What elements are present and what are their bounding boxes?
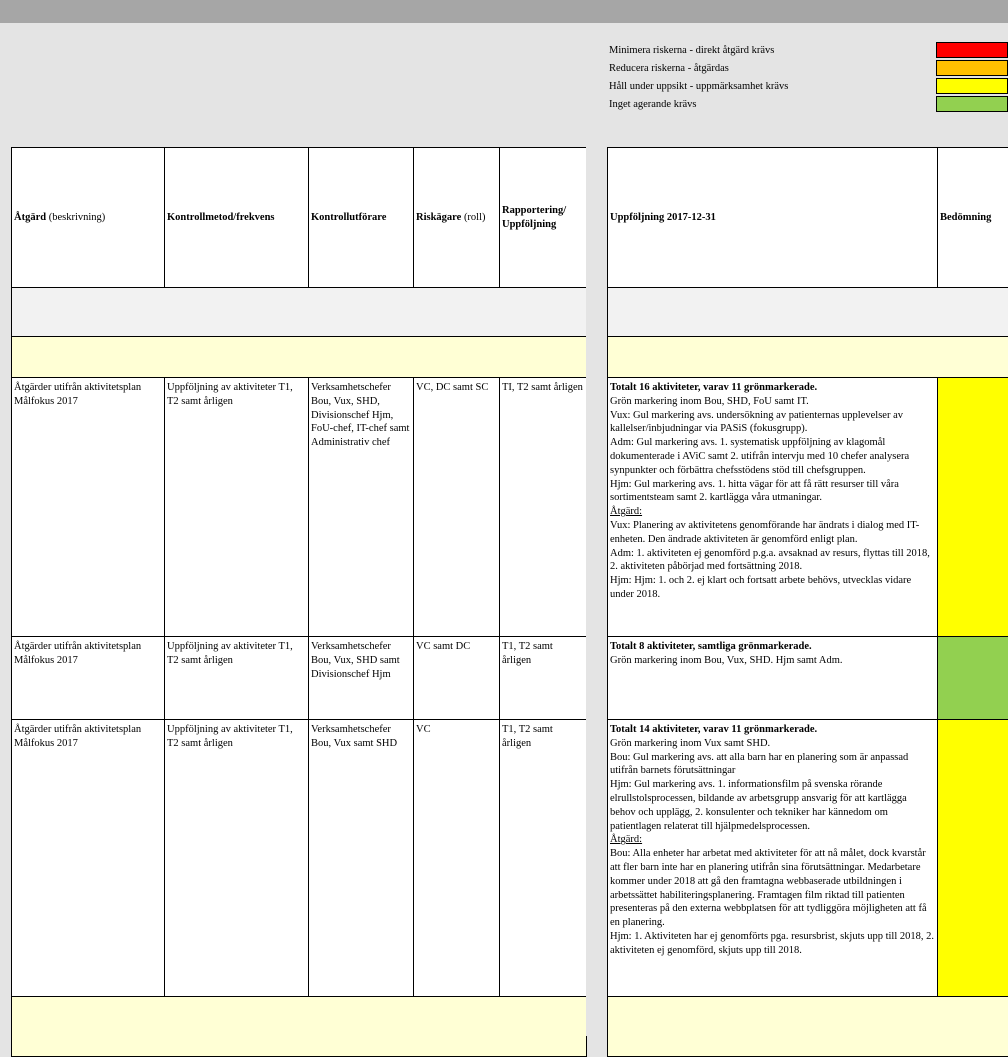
blank-pale-row: [12, 337, 587, 378]
header-row: [12, 148, 587, 288]
legend-swatch-red: [936, 42, 1008, 58]
cell-kontrollmetod: Uppföljning av aktiviteter T1, T2 samt årligen: [165, 378, 309, 637]
cell-kontrollmetod: Uppföljning av aktiviteter T1, T2 samt årligen: [165, 637, 309, 720]
cell-riskagare: VC, DC samt SC: [414, 378, 500, 637]
cell-atgard: Åtgärder utifrån aktivitetsplan Målfokus 2017: [12, 720, 165, 997]
cell-kontrollmetod: Uppföljning av aktiviteter T1, T2 samt årligen: [165, 720, 309, 997]
table-row: [12, 637, 587, 720]
legend-row-orange: [609, 60, 1008, 78]
bedomning-indicator-green: [938, 637, 1008, 720]
cell-kontrollutforare: Verksamhetschefer Bou, Vux, SHD samt Divisionschef Hjm: [309, 637, 414, 720]
header-kontrollmetod: Kontrollmetod/frekvens: [165, 148, 309, 288]
atgard-label: Åtgärd:: [610, 833, 935, 847]
legend-swatch-orange: [936, 60, 1008, 76]
risk-actions-table: [11, 147, 587, 1057]
bedomning-indicator-yellow: [938, 378, 1008, 637]
header-kontrollutforare: Kontrollutförare: [309, 148, 414, 288]
header-rapportering: Rapportering/ Uppföljning: [500, 148, 587, 288]
cell-uppfoljning: Totalt 16 aktiviteter, varav 11 grönmarkerade. Grön markering inom Bou, SHD, FoU samt IT. Vux: Gul markering avs. undersökning av patienternas upplevelser av kallelser/inbjudningar via PASiS (fokusgrupp). Adm: Gul markering avs. 1. systematisk uppföljning av klagomål dokumenterade i AViC samt 2. utifrån intervju med 10 chefer analysera synpunkter och förbättra chefsstödens stöd till chefsgruppen. Hjm: Gul markering avs. 1. hitta vägar för att få rätt resurser till våra sortimentsteam samt 2. kartlägga våra utmaningar. Åtgärd: Vux: Planering av aktivitetens genomförande har ändrats i dialog med IT-enheten. Den ändrade aktiviteten är genomförd enligt plan. Adm: 1. aktiviteten ej genomförd p.g.a. avsaknad av resurs, flyttas till 2018, 2. aktiviteten påbörjad med fortsättning 2018. Hjm: Hjm: 1. och 2. ej klart och fortsatt arbete behövs, utvecklas vidare under 2018.: [608, 378, 938, 637]
legend-swatch-green: [936, 96, 1008, 112]
table-row: [12, 378, 587, 637]
column-gap: [586, 147, 607, 1036]
header-uppfoljning: Uppföljning 2017-12-31: [608, 148, 938, 288]
legend-row-yellow: [609, 78, 1008, 96]
header-bedomning: Bedömning: [938, 148, 1008, 288]
legend-label: Reducera riskerna - åtgärdas: [609, 63, 729, 74]
legend-label: Håll under uppsikt - uppmärksamhet krävs: [609, 81, 788, 92]
table-row: [12, 720, 587, 997]
bedomning-indicator-yellow: [938, 720, 1008, 997]
cell-rapportering: T1, T2 samt årligen: [500, 637, 587, 720]
header-row: [608, 148, 1008, 288]
atgard-label: Åtgärd:: [610, 505, 935, 519]
cell-riskagare: VC: [414, 720, 500, 997]
table-row: [608, 637, 1008, 720]
cell-kontrollutforare: Verksamhetschefer Bou, Vux samt SHD: [309, 720, 414, 997]
followup-table: [607, 147, 1008, 1057]
summary: Totalt 16 aktiviteter, varav 11 grönmarkerade.: [610, 381, 935, 395]
risk-legend: [609, 42, 1008, 114]
legend-label: Minimera riskerna - direkt åtgärd krävs: [609, 45, 774, 56]
cell-riskagare: VC samt DC: [414, 637, 500, 720]
blank-grey-row: [608, 288, 1008, 337]
legend-swatch-yellow: [936, 78, 1008, 94]
blank-pale-row: [608, 337, 1008, 378]
header-atgard: Åtgärd (beskrivning): [12, 148, 165, 288]
legend-row-green: [609, 96, 1008, 114]
top-bar: [0, 0, 1008, 23]
summary: Totalt 14 aktiviteter, varav 11 grönmarkerade.: [610, 723, 935, 737]
cell-rapportering: TI, T2 samt årligen: [500, 378, 587, 637]
blank-pale-row: [608, 997, 1008, 1057]
cell-atgard: Åtgärder utifrån aktivitetsplan Målfokus 2017: [12, 637, 165, 720]
blank-pale-row: [12, 997, 587, 1057]
cell-uppfoljning: Totalt 14 aktiviteter, varav 11 grönmarkerade. Grön markering inom Vux samt SHD. Bou: Gul markering avs. att alla barn har en planering som är anpassad utifrån barnets förutsättningar Hjm: Gul markering avs. 1. informationsfilm på svenska rörande elrullstolsprocessen, bildande av arbetsgrupp ansvarig för att kartlägga behov och upplägg, 2. konsulenter och tekniker har kännedom om patientlagen relaterat till hjälpmedelsprocessen. Åtgärd: Bou: Alla enheter har arbetat med aktiviteter för att nå målet, dock kvarstår att fler barn inte har en planering utifrån sina förutsättningar. Medarbetare kommer under 2018 att gå den framtagna webbaserade utbildningen i arbetssättet habiliteringsplanering. Framtagen film riktad till patienten presenteras på den externa webbplatsen för att tydliggöra möjligheten att få en planering. Hjm: 1. Aktiviteten har ej genomförts pga. resursbrist, skjuts upp till 2018, 2. aktiviteten ej genomförd, skjuts upp till 2018.: [608, 720, 938, 997]
table-row: [608, 720, 1008, 997]
blank-grey-row: [12, 288, 587, 337]
table-row: [608, 378, 1008, 637]
legend-row-red: [609, 42, 1008, 60]
summary: Totalt 8 aktiviteter, samtliga grönmarkerade.: [610, 640, 935, 654]
cell-uppfoljning: Totalt 8 aktiviteter, samtliga grönmarkerade. Grön markering inom Bou, Vux, SHD. Hjm samt Adm.: [608, 637, 938, 720]
cell-rapportering: T1, T2 samt årligen: [500, 720, 587, 997]
legend-label: Inget agerande krävs: [609, 99, 696, 110]
cell-atgard: Åtgärder utifrån aktivitetsplan Målfokus 2017: [12, 378, 165, 637]
header-riskagare: Riskägare (roll): [414, 148, 500, 288]
cell-kontrollutforare: Verksamhetschefer Bou, Vux, SHD, Divisionschef Hjm, FoU-chef, IT-chef samt Administrativ chef: [309, 378, 414, 637]
